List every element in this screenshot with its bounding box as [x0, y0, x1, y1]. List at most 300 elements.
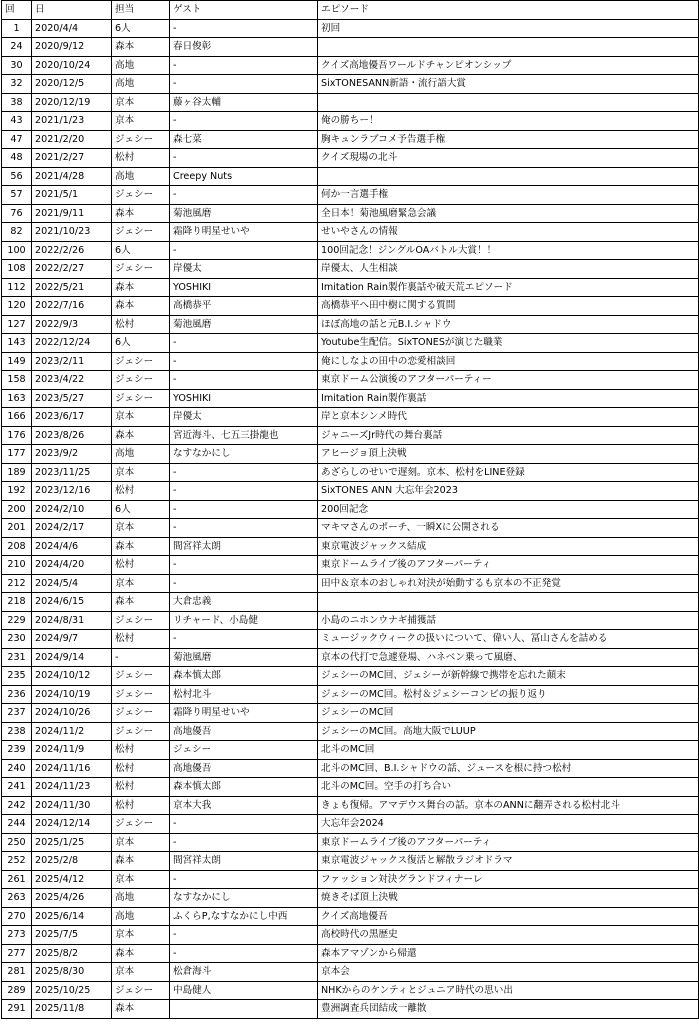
table-row	[2, 463, 699, 482]
episode-cell: 北斗のMC回	[318, 741, 699, 760]
table-row	[2, 722, 699, 741]
episode-number-cell: 82	[2, 223, 32, 242]
host-cell: 6人	[112, 500, 170, 519]
host-cell: 松村	[112, 482, 170, 501]
episode-cell: 岸優太、人生相談	[318, 260, 699, 279]
table-row	[2, 149, 699, 168]
host-cell: 松村	[112, 741, 170, 760]
host-cell: ジェシー	[112, 667, 170, 686]
host-cell: 松村	[112, 778, 170, 797]
date-cell: 2023/4/22	[32, 371, 112, 390]
episode-number-cell: 210	[2, 556, 32, 575]
table-row	[2, 334, 699, 353]
episode-number-cell: 252	[2, 852, 32, 871]
episode-cell: 田中＆京本のおしゃれ対決が始動するも京本の不正発覚	[318, 574, 699, 593]
guest-cell: 藤ヶ谷太輔	[170, 93, 318, 112]
host-cell: ジェシー	[112, 352, 170, 371]
guest-cell: 松村北斗	[170, 685, 318, 704]
episode-cell: 東京ドーム公演後のアフターパーティー	[318, 371, 699, 390]
host-cell: 6人	[112, 241, 170, 260]
episode-cell: アヒージョ頂上決戦	[318, 445, 699, 464]
episode-cell: 俺の勝ちー！	[318, 112, 699, 131]
episode-number-cell: 43	[2, 112, 32, 131]
episode-number-cell: 212	[2, 574, 32, 593]
table-row	[2, 408, 699, 427]
guest-cell: -	[170, 463, 318, 482]
host-cell: 森本	[112, 944, 170, 963]
episode-cell: きょも復帰。アマデウス舞台の話。京本のANNに翻弄される松村北斗	[318, 796, 699, 815]
episode-number-cell: 176	[2, 426, 32, 445]
episode-cell: 北斗のMC回。空手の打ち合い	[318, 778, 699, 797]
episode-number-cell: 47	[2, 130, 32, 149]
guest-cell: 高地優吾	[170, 722, 318, 741]
date-cell: 2021/9/11	[32, 204, 112, 223]
date-cell: 2020/10/24	[32, 56, 112, 75]
episode-number-cell: 231	[2, 648, 32, 667]
date-cell: 2024/8/31	[32, 611, 112, 630]
episode-cell: 森本アマゾンから帰還	[318, 944, 699, 963]
host-cell: 京本	[112, 870, 170, 889]
episode-number-cell: 238	[2, 722, 32, 741]
host-cell: 高地	[112, 56, 170, 75]
table-row	[2, 741, 699, 760]
table-row	[2, 93, 699, 112]
guest-cell: 森七菜	[170, 130, 318, 149]
episode-cell: ジェシーのMC回	[318, 704, 699, 723]
date-cell: 2025/8/2	[32, 944, 112, 963]
episode-number-cell: 208	[2, 537, 32, 556]
host-cell: ジェシー	[112, 981, 170, 1000]
episode-number-cell: 236	[2, 685, 32, 704]
table-row	[2, 186, 699, 205]
host-cell: 高地	[112, 889, 170, 908]
date-cell: 2025/10/25	[32, 981, 112, 1000]
host-cell: 高地	[112, 167, 170, 186]
episode-number-cell: 56	[2, 167, 32, 186]
host-cell: 森本	[112, 204, 170, 223]
guest-cell: 京本大我	[170, 796, 318, 815]
guest-cell: ジェシー	[170, 741, 318, 760]
header-episode: エピソード	[318, 1, 699, 20]
table-row	[2, 833, 699, 852]
host-cell: ジェシー	[112, 130, 170, 149]
table-row	[2, 260, 699, 279]
table-row	[2, 241, 699, 260]
table-row	[2, 685, 699, 704]
date-cell: 2024/10/12	[32, 667, 112, 686]
host-cell: -	[112, 648, 170, 667]
guest-cell: 大倉忠義	[170, 593, 318, 612]
host-cell: 松村	[112, 630, 170, 649]
episode-number-cell: 57	[2, 186, 32, 205]
guest-cell: 松倉海斗	[170, 963, 318, 982]
guest-cell: 春日俊彰	[170, 38, 318, 57]
table-row	[2, 223, 699, 242]
date-cell: 2025/8/30	[32, 963, 112, 982]
table-row	[2, 574, 699, 593]
guest-cell: -	[170, 500, 318, 519]
date-cell: 2024/9/14	[32, 648, 112, 667]
date-cell: 2022/9/3	[32, 315, 112, 334]
table-row	[2, 944, 699, 963]
table-row	[2, 315, 699, 334]
episode-cell: ジャニーズJr時代の舞台裏話	[318, 426, 699, 445]
date-cell: 2021/2/20	[32, 130, 112, 149]
guest-cell: リチャード、小島健	[170, 611, 318, 630]
episode-number-cell: 239	[2, 741, 32, 760]
table-row	[2, 204, 699, 223]
header-row	[2, 1, 699, 20]
guest-cell: -	[170, 574, 318, 593]
episode-cell: 全日本！菊池風磨緊急会議	[318, 204, 699, 223]
host-cell: ジェシー	[112, 704, 170, 723]
table-row	[2, 426, 699, 445]
guest-cell: 岸優太	[170, 408, 318, 427]
header-guest: ゲスト	[170, 1, 318, 20]
host-cell: 京本	[112, 963, 170, 982]
guest-cell: YOSHIKI	[170, 278, 318, 297]
date-cell: 2025/1/25	[32, 833, 112, 852]
episode-cell: 豊洲調査兵団結成一離散	[318, 1000, 699, 1019]
episode-number-cell: 177	[2, 445, 32, 464]
episode-number-cell: 32	[2, 75, 32, 94]
date-cell: 2021/4/28	[32, 167, 112, 186]
episode-cell: 大忘年会2024	[318, 815, 699, 834]
episode-number-cell: 163	[2, 389, 32, 408]
table-row	[2, 482, 699, 501]
host-cell: 京本	[112, 112, 170, 131]
episode-number-cell: 263	[2, 889, 32, 908]
host-cell: 京本	[112, 833, 170, 852]
date-cell: 2023/11/25	[32, 463, 112, 482]
episode-cell: NHKからのケンティとジュニア時代の思い出	[318, 981, 699, 1000]
episode-cell: 200回記念	[318, 500, 699, 519]
episode-cell: 高橋恭平へ田中樹に関する質問	[318, 297, 699, 316]
episode-number-cell: 244	[2, 815, 32, 834]
date-cell: 2023/5/27	[32, 389, 112, 408]
date-cell: 2020/12/5	[32, 75, 112, 94]
table-row	[2, 75, 699, 94]
date-cell: 2024/4/6	[32, 537, 112, 556]
episode-cell: ファッション対決グランドフィナーレ	[318, 870, 699, 889]
guest-cell: 霜降り明星せいや	[170, 704, 318, 723]
table-row	[2, 759, 699, 778]
date-cell: 2025/4/26	[32, 889, 112, 908]
host-cell: 森本	[112, 852, 170, 871]
header-host: 担当	[112, 1, 170, 20]
episode-number-cell: 108	[2, 260, 32, 279]
table-row	[2, 556, 699, 575]
episode-cell: 俺にしなよの田中の恋愛相談回	[318, 352, 699, 371]
table-row	[2, 297, 699, 316]
episode-cell: ジェシーのMC回。松村＆ジェシーコンビの振り返り	[318, 685, 699, 704]
episode-cell: あざらしのせいで遅刻。京本、松村をLINE登録	[318, 463, 699, 482]
guest-cell: -	[170, 334, 318, 353]
guest-cell: 間宮祥太朗	[170, 537, 318, 556]
header-episode-number: 回	[2, 1, 32, 20]
table-row	[2, 852, 699, 871]
episode-number-cell: 277	[2, 944, 32, 963]
date-cell: 2025/7/5	[32, 926, 112, 945]
table-row	[2, 56, 699, 75]
episode-number-cell: 235	[2, 667, 32, 686]
date-cell: 2024/6/15	[32, 593, 112, 612]
table-row	[2, 630, 699, 649]
episode-number-cell: 189	[2, 463, 32, 482]
episode-number-cell: 250	[2, 833, 32, 852]
episode-cell: クイズ現場の北斗	[318, 149, 699, 168]
guest-cell: -	[170, 241, 318, 260]
episode-cell: 小島のニホンウナギ捕獲話	[318, 611, 699, 630]
date-cell: 2024/9/7	[32, 630, 112, 649]
date-cell: 2022/5/21	[32, 278, 112, 297]
episode-cell: 東京ドームライブ後のアフターパーティ	[318, 556, 699, 575]
episode-number-cell: 200	[2, 500, 32, 519]
host-cell: 高地	[112, 75, 170, 94]
host-cell: 松村	[112, 315, 170, 334]
table-row	[2, 889, 699, 908]
guest-cell: なすなかにし	[170, 445, 318, 464]
guest-cell: -	[170, 556, 318, 575]
guest-cell: -	[170, 926, 318, 945]
guest-cell: 森本慎太郎	[170, 778, 318, 797]
date-cell: 2023/2/11	[32, 352, 112, 371]
guest-cell: 岸優太	[170, 260, 318, 279]
guest-cell	[170, 1000, 318, 1019]
date-cell: 2022/2/26	[32, 241, 112, 260]
table-row	[2, 130, 699, 149]
episode-number-cell: 158	[2, 371, 32, 390]
episode-cell: クイズ高地優吾ワールドチャンピオンシップ	[318, 56, 699, 75]
table-row	[2, 167, 699, 186]
date-cell: 2025/4/12	[32, 870, 112, 889]
episode-cell: 京本会	[318, 963, 699, 982]
episode-cell: 東京ドームライブ後のアフターパーティ	[318, 833, 699, 852]
episode-number-cell: 192	[2, 482, 32, 501]
date-cell: 2021/2/27	[32, 149, 112, 168]
episode-number-cell: 273	[2, 926, 32, 945]
episode-number-cell: 229	[2, 611, 32, 630]
episode-cell	[318, 593, 699, 612]
guest-cell: 菊池風磨	[170, 204, 318, 223]
guest-cell: -	[170, 352, 318, 371]
host-cell: 森本	[112, 426, 170, 445]
date-cell: 2022/12/24	[32, 334, 112, 353]
episode-cell	[318, 167, 699, 186]
date-cell: 2024/2/17	[32, 519, 112, 538]
episode-number-cell: 218	[2, 593, 32, 612]
table-row	[2, 593, 699, 612]
date-cell: 2023/6/17	[32, 408, 112, 427]
episode-cell: 高校時代の黒歴史	[318, 926, 699, 945]
table-row	[2, 371, 699, 390]
date-cell: 2022/7/16	[32, 297, 112, 316]
guest-cell: -	[170, 482, 318, 501]
episode-cell: 100回記念！ジングルOAバトル大賞！！	[318, 241, 699, 260]
guest-cell: なすなかにし	[170, 889, 318, 908]
episode-number-cell: 1	[2, 19, 32, 38]
episode-cell: せいやさんの情報	[318, 223, 699, 242]
host-cell: ジェシー	[112, 223, 170, 242]
date-cell: 2024/11/9	[32, 741, 112, 760]
table-row	[2, 352, 699, 371]
episode-number-cell: 149	[2, 352, 32, 371]
episode-number-cell: 270	[2, 907, 32, 926]
episode-cell: SixTONES ANN 大忘年会2023	[318, 482, 699, 501]
guest-cell: -	[170, 112, 318, 131]
host-cell: 高地	[112, 445, 170, 464]
episode-cell: 京本の代打で急遽登場、ハネベン乗って風磨、	[318, 648, 699, 667]
date-cell: 2021/1/23	[32, 112, 112, 131]
guest-cell: Creepy Nuts	[170, 167, 318, 186]
table-row	[2, 981, 699, 1000]
guest-cell: 霜降り明星せいや	[170, 223, 318, 242]
guest-cell: YOSHIKI	[170, 389, 318, 408]
host-cell: 森本	[112, 537, 170, 556]
date-cell: 2020/9/12	[32, 38, 112, 57]
date-cell: 2022/2/27	[32, 260, 112, 279]
table-row	[2, 445, 699, 464]
episode-number-cell: 291	[2, 1000, 32, 1019]
host-cell: 京本	[112, 463, 170, 482]
host-cell: 6人	[112, 334, 170, 353]
host-cell: 森本	[112, 297, 170, 316]
episode-number-cell: 143	[2, 334, 32, 353]
host-cell: 京本	[112, 408, 170, 427]
episode-number-cell: 230	[2, 630, 32, 649]
host-cell: 森本	[112, 278, 170, 297]
host-cell: 京本	[112, 574, 170, 593]
guest-cell: -	[170, 186, 318, 205]
episode-cell: 何か一言選手権	[318, 186, 699, 205]
guest-cell: 菊池風磨	[170, 648, 318, 667]
host-cell: 京本	[112, 926, 170, 945]
episode-cell	[318, 38, 699, 57]
host-cell: 松村	[112, 556, 170, 575]
header-date: 日	[32, 1, 112, 20]
episode-cell: 岸と京本シンメ時代	[318, 408, 699, 427]
episode-number-cell: 241	[2, 778, 32, 797]
episode-number-cell: 48	[2, 149, 32, 168]
date-cell: 2020/12/19	[32, 93, 112, 112]
date-cell: 2024/11/16	[32, 759, 112, 778]
guest-cell: ふくらP,なすなかにし中西	[170, 907, 318, 926]
table-row	[2, 537, 699, 556]
guest-cell: 間宮祥太朗	[170, 852, 318, 871]
table-row	[2, 778, 699, 797]
episode-cell: SixTONESANN新語・流行語大賞	[318, 75, 699, 94]
episode-number-cell: 100	[2, 241, 32, 260]
episode-number-cell: 281	[2, 963, 32, 982]
date-cell: 2024/10/26	[32, 704, 112, 723]
date-cell: 2024/2/10	[32, 500, 112, 519]
table-row	[2, 796, 699, 815]
episode-cell: Imitation Rain製作裏話	[318, 389, 699, 408]
episode-number-cell: 38	[2, 93, 32, 112]
guest-cell: -	[170, 56, 318, 75]
episode-cell: 東京電波ジャックス復活と解散ラジオドラマ	[318, 852, 699, 871]
episode-cell: 初回	[318, 19, 699, 38]
table-row	[2, 870, 699, 889]
episode-cell: ジェシーのMC回。高地大阪でLUUP	[318, 722, 699, 741]
host-cell: ジェシー	[112, 722, 170, 741]
episode-number-cell: 127	[2, 315, 32, 334]
guest-cell: -	[170, 833, 318, 852]
table-row	[2, 926, 699, 945]
table-row	[2, 1000, 699, 1019]
host-cell: ジェシー	[112, 815, 170, 834]
date-cell: 2024/4/20	[32, 556, 112, 575]
date-cell: 2025/2/8	[32, 852, 112, 871]
guest-cell: 高橋恭平	[170, 297, 318, 316]
date-cell: 2024/11/2	[32, 722, 112, 741]
episode-cell: ミュージックウィークの扱いについて、偉い人、冨山さんを詰める	[318, 630, 699, 649]
table-row	[2, 907, 699, 926]
episode-number-cell: 120	[2, 297, 32, 316]
table-row	[2, 19, 699, 38]
guest-cell: -	[170, 870, 318, 889]
episode-cell: 北斗のMC回、B.I.シャドウの話、ジュースを根に持つ松村	[318, 759, 699, 778]
host-cell: ジェシー	[112, 371, 170, 390]
table-row	[2, 500, 699, 519]
episode-number-cell: 24	[2, 38, 32, 57]
host-cell: ジェシー	[112, 389, 170, 408]
host-cell: ジェシー	[112, 260, 170, 279]
date-cell: 2021/10/23	[32, 223, 112, 242]
date-cell: 2024/5/4	[32, 574, 112, 593]
host-cell: 6人	[112, 19, 170, 38]
guest-cell: -	[170, 815, 318, 834]
episode-number-cell: 30	[2, 56, 32, 75]
episode-cell: ジェシーのMC回、ジェシーが新幹線で携帯を忘れた顛末	[318, 667, 699, 686]
date-cell: 2021/5/1	[32, 186, 112, 205]
episode-number-cell: 201	[2, 519, 32, 538]
table-row	[2, 704, 699, 723]
date-cell: 2024/12/14	[32, 815, 112, 834]
date-cell: 2023/8/26	[32, 426, 112, 445]
episode-cell: クイズ高地優吾	[318, 907, 699, 926]
host-cell: 森本	[112, 1000, 170, 1019]
date-cell: 2025/6/14	[32, 907, 112, 926]
episode-number-cell: 242	[2, 796, 32, 815]
episode-cell: 胸キュンラブコメ予告選手権	[318, 130, 699, 149]
episode-number-cell: 261	[2, 870, 32, 889]
guest-cell: -	[170, 149, 318, 168]
date-cell: 2023/9/2	[32, 445, 112, 464]
episode-number-cell: 76	[2, 204, 32, 223]
episode-table	[1, 0, 699, 1019]
table-row	[2, 38, 699, 57]
host-cell: 松村	[112, 759, 170, 778]
table-row	[2, 519, 699, 538]
date-cell: 2023/12/16	[32, 482, 112, 501]
episode-cell	[318, 93, 699, 112]
host-cell: 森本	[112, 38, 170, 57]
table-row	[2, 815, 699, 834]
date-cell: 2025/11/8	[32, 1000, 112, 1019]
guest-cell: -	[170, 944, 318, 963]
host-cell: ジェシー	[112, 186, 170, 205]
episode-number-cell: 289	[2, 981, 32, 1000]
guest-cell: -	[170, 630, 318, 649]
table-row	[2, 389, 699, 408]
guest-cell: -	[170, 371, 318, 390]
table-row	[2, 963, 699, 982]
episode-cell: Youtube生配信。SixTONESが演じた職業	[318, 334, 699, 353]
host-cell: 京本	[112, 519, 170, 538]
host-cell: 高地	[112, 907, 170, 926]
guest-cell: 宮近海斗、七五三掛龍也	[170, 426, 318, 445]
